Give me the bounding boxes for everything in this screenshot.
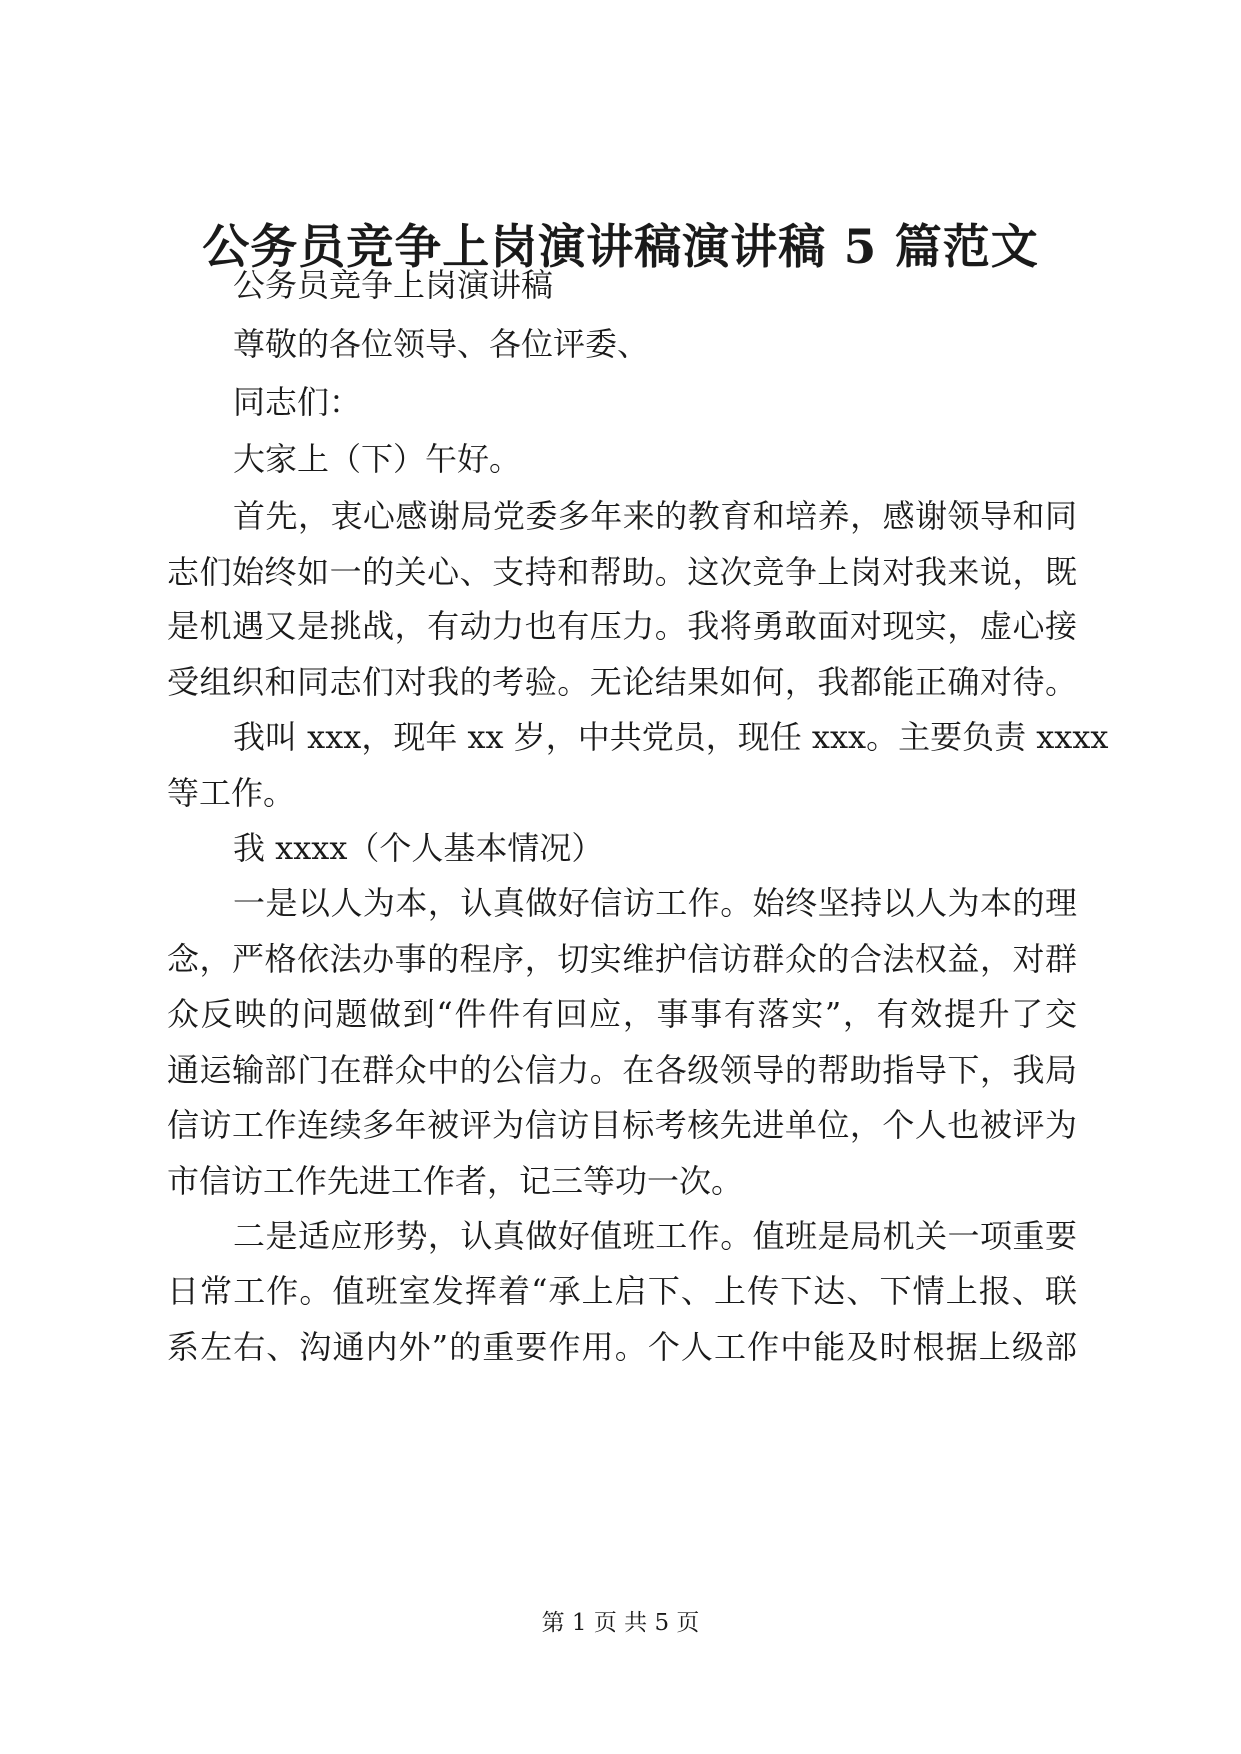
salutation-line: 尊敬的各位领导、各位评委、 bbox=[233, 325, 650, 363]
paragraph-line: 首先，衷心感谢局党委多年来的教育和培养，感谢领导和同 bbox=[233, 497, 1077, 535]
paragraph-line: 我叫 xxx，现年 xx 岁，中共党员，现任 xxx。主要负责 xxxx bbox=[233, 718, 1109, 756]
greeting-line: 大家上（下）午好。 bbox=[233, 440, 522, 478]
paragraph-line: 念，严格依法办事的程序，切实维护信访群众的合法权益，对群 bbox=[167, 940, 1077, 978]
paragraph-line: 一是以人为本，认真做好信访工作。始终坚持以人为本的理 bbox=[233, 884, 1077, 922]
paragraph-line: 等工作。 bbox=[167, 774, 296, 812]
paragraph-line: 信访工作连续多年被评为信访目标考核先进单位，个人也被评为 bbox=[167, 1106, 1077, 1144]
paragraph-line: 是机遇又是挑战，有动力也有压力。我将勇敢面对现实，虚心接 bbox=[167, 607, 1077, 645]
paragraph-line: 系左右、沟通内外”的重要作用。个人工作中能及时根据上级部 bbox=[167, 1328, 1077, 1366]
paragraph-line: 受组织和同志们对我的考验。无论结果如何，我都能正确对待。 bbox=[167, 663, 1077, 701]
paragraph-line: 日常工作。值班室发挥着“承上启下、上传下达、下情上报、联 bbox=[167, 1272, 1077, 1310]
document-title: 公务员竞争上岗演讲稿演讲稿 5 篇范文 bbox=[202, 220, 1039, 275]
paragraph-line: 志们始终如一的关心、支持和帮助。这次竞争上岗对我来说，既 bbox=[167, 553, 1077, 591]
paragraph-line: 市信访工作先进工作者，记三等功一次。 bbox=[167, 1162, 744, 1200]
paragraph-line: 二是适应形势，认真做好值班工作。值班是局机关一项重要 bbox=[233, 1217, 1077, 1255]
paragraph-line: 众反映的问题做到“件件有回应，事事有落实”，有效提升了交 bbox=[167, 995, 1077, 1033]
page-number: 第 1 页 共 5 页 bbox=[541, 1610, 700, 1636]
subtitle-line: 公务员竞争上岗演讲稿 bbox=[233, 266, 554, 304]
paragraph-line: 我 xxxx（个人基本情况） bbox=[233, 829, 604, 867]
paragraph-line: 通运输部门在群众中的公信力。在各级领导的帮助指导下，我局 bbox=[167, 1051, 1077, 1089]
salutation-line: 同志们： bbox=[233, 383, 362, 421]
